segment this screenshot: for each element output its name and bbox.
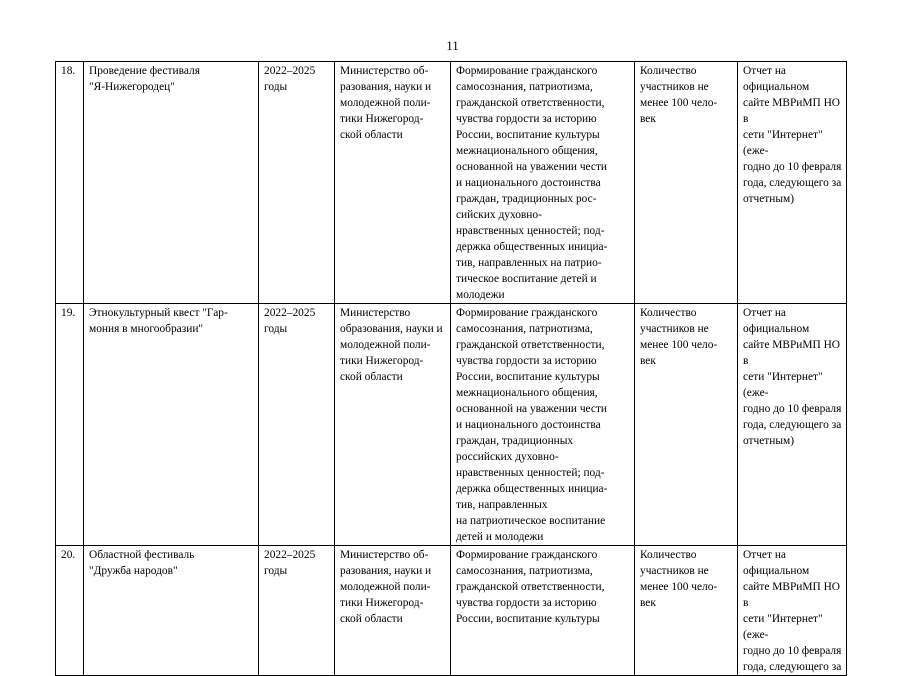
table-row: [56, 546, 847, 676]
executor: Министерство об- разования, науки и молодежной поли- тики Нижегород- ской области: [335, 546, 451, 676]
period: 2022–2025 годы: [259, 304, 335, 546]
row-number: 19.: [56, 304, 84, 546]
indicator: Количество участников не менее 100 чело- век: [635, 62, 738, 304]
page-number: 11: [446, 38, 459, 53]
plan-table: [55, 61, 847, 676]
report: Отчет на официальном сайте МВРиМП НО в сети "Интернет" (еже- годно до 10 февраля года, следующего за отчетным): [738, 62, 847, 304]
table-row: [56, 304, 847, 546]
goal: Формирование гражданского самосознания, патриотизма, гражданской ответственности, чувства гордости за историю России, воспитание культуры: [451, 546, 635, 676]
report: Отчет на официальном сайте МВРиМП НО в сети "Интернет" (еже- годно до 10 февраля года, следующего за: [738, 546, 847, 676]
indicator: Количество участников не менее 100 чело- век: [635, 304, 738, 546]
row-number: 20.: [56, 546, 84, 676]
event-name: Проведение фестиваля "Я-Нижегородец": [84, 62, 259, 304]
period: 2022–2025 годы: [259, 62, 335, 304]
report: Отчет на официальном сайте МВРиМП НО в сети "Интернет" (еже- годно до 10 февраля года, следующего за отчетным): [738, 304, 847, 546]
executor: Министерство об- разования, науки и молодежной поли- тики Нижегород- ской области: [335, 62, 451, 304]
row-number: 18.: [56, 62, 84, 304]
executor: Министерство образования, науки и молодежной поли- тики Нижегород- ской области: [335, 304, 451, 546]
indicator: Количество участников не менее 100 чело- век: [635, 546, 738, 676]
event-name: Этнокультурный квест "Гар- мония в многообразии": [84, 304, 259, 546]
table-row: [56, 62, 847, 304]
goal: Формирование гражданского самосознания, патриотизма, гражданской ответственности, чувства гордости за историю России, воспитание культуры межнационального общения, основанной на уважении чести и национального достоинства граждан, традиционных российских духовно- нравственных ценностей; под- держка общественных инициа- тив, направленных на патриотическое воспитание детей и молодежи: [451, 304, 635, 546]
event-name: Областной фестиваль "Дружба народов": [84, 546, 259, 676]
period: 2022–2025 годы: [259, 546, 335, 676]
goal: Формирование гражданского самосознания, патриотизма, гражданской ответственности, чувства гордости за историю России, воспитание культуры межнационального общения, основанной на уважении чести и национального достоинства граждан, традиционных рос- сийских духовно- нравственных ценностей; под- держка общественных инициа- тив, направленных на патрио- тическое воспитание детей и молодежи: [451, 62, 635, 304]
